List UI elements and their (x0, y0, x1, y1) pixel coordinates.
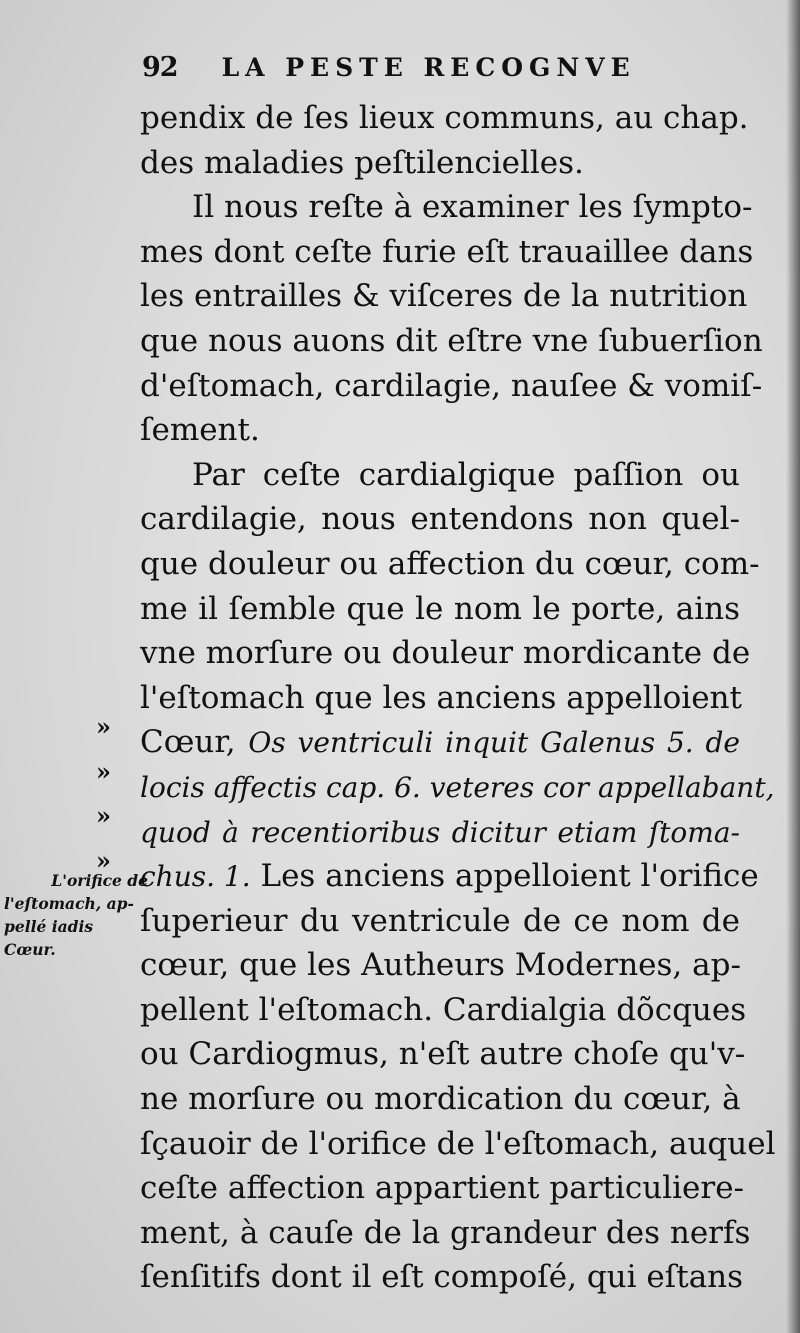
text-line: les entrailles & viſceres de la nutrition (140, 278, 748, 315)
page-number: 92 (142, 52, 178, 83)
text-line: ne morſure ou mordication du cœur, à (140, 1081, 741, 1118)
text-line: ſenſitifs dont il eſt compoſé, qui eſtans (140, 1259, 744, 1296)
text-line: cœur, que les Autheurs Modernes, ap- (140, 947, 741, 984)
text-line: ſement. (140, 412, 260, 449)
text-line: d'eſtomach, cardilagie, nauſee & vomiſ- (140, 367, 763, 404)
latin-quote: Os ventriculi inquit Galenus 5. de (248, 726, 740, 760)
text-span: Cœur, (140, 724, 236, 761)
text-line: Par ceſte cardialgique paſſion ou (192, 456, 740, 493)
text-line (140, 854, 759, 899)
text-line: ſçauoir de l'orifice de l'eſtomach, auquel (140, 1125, 776, 1162)
text-line: ment, à cauſe de la grandeur des nerfs (140, 1214, 751, 1251)
text-line: Il nous reſte à examiner les ſympto- (192, 189, 753, 226)
quotation-mark: » (96, 845, 111, 875)
text-line: ſuperieur du ventricule de ce nom de (140, 902, 740, 939)
quotation-mark: » (96, 756, 111, 786)
quotation-marks-column (96, 705, 126, 883)
latin-quote: chus. 1. (140, 860, 251, 894)
text-line: vne morſure ou douleur mordicante de (140, 635, 751, 672)
text-line (140, 810, 740, 855)
latin-quote: quod à recentioribus dicitur etiam ſtoma- (140, 815, 740, 849)
text-line: que douleur ou affection du cœur, com- (140, 545, 760, 582)
quotation-mark: » (96, 712, 111, 741)
margin-note-line: pellé iadis (4, 917, 94, 936)
running-title: LA PESTE RECOGNVE (221, 53, 636, 82)
page-header (142, 52, 636, 92)
text-line: pendix de ſes lieux communs, au chap. (140, 100, 749, 136)
latin-quote: locis affectis cap. 6. veteres cor appellabant, (140, 770, 775, 804)
body-text (140, 96, 776, 1300)
text-line: l'eſtomach que les anciens appelloient (140, 679, 742, 716)
text-line: ou Cardiogmus, n'eſt autre choſe qu'v- (140, 1036, 746, 1073)
text-line: pellent l'eſtomach. Cardialgia dõcques (140, 991, 747, 1028)
text-line (140, 765, 775, 810)
text-line: ceſte affection appartient particuliere- (140, 1170, 745, 1207)
text-line: me il ſemble que le nom le porte, ains (140, 590, 740, 627)
margin-note-line: l'eſtomach, ap- (4, 894, 134, 913)
page-edge-shadow (786, 0, 800, 1333)
text-span: Les anciens appelloient l'orifice (260, 858, 759, 895)
margin-note (4, 869, 148, 961)
text-line: que nous auons dit eſtre vne ſubuerſion (140, 322, 763, 359)
text-line: mes dont ceſte furie eſt trauaillee dans (140, 233, 754, 270)
margin-note-line: Cœur. (4, 940, 56, 959)
quotation-mark: » (96, 801, 111, 831)
margin-note-line: L'orifice de (51, 871, 148, 890)
text-line (140, 720, 740, 765)
text-line: cardilagie, nous entendons non quel- (140, 501, 740, 538)
text-line: des maladies peſtilencielles. (140, 144, 584, 181)
